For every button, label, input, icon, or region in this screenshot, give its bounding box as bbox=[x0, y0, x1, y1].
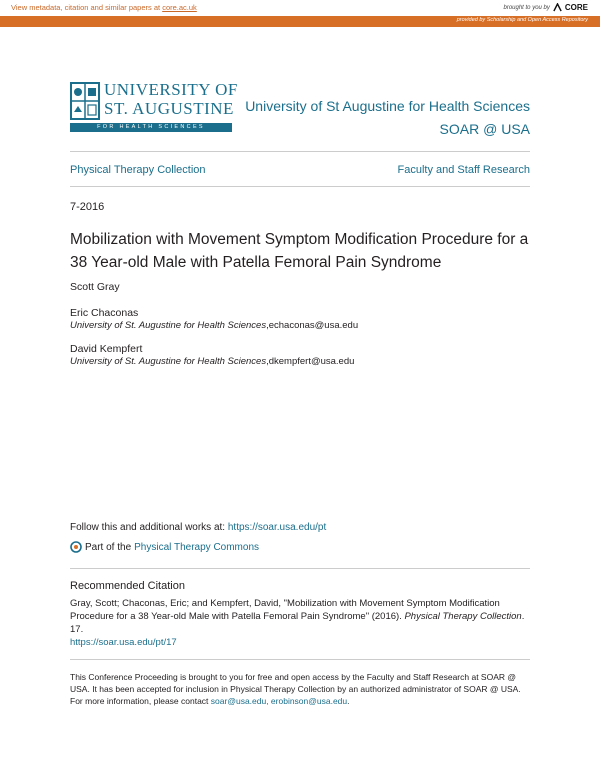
citation-heading: Recommended Citation bbox=[70, 580, 185, 592]
core-metadata-text: View metadata, citation and similar papers at bbox=[11, 3, 163, 12]
contact-email-links[interactable]: soar@usa.edu, erobinson@usa.edu bbox=[210, 696, 348, 706]
divider bbox=[70, 568, 530, 569]
provided-by-text: provided by Scholarship and Open Access Repository bbox=[456, 17, 588, 23]
core-brand: CORE bbox=[564, 3, 588, 12]
collection-link[interactable]: Physical Therapy Collection bbox=[70, 164, 206, 176]
core-metadata-line bbox=[11, 3, 197, 12]
access-notice-end: . bbox=[347, 696, 350, 706]
citation-journal: Physical Therapy Collection bbox=[404, 611, 522, 622]
provided-by-bar bbox=[0, 16, 600, 27]
logo-band: FOR HEALTH SCIENCES bbox=[70, 123, 232, 132]
author-email: ,echaconas@usa.edu bbox=[266, 320, 359, 331]
author-name: David Kempfert bbox=[70, 343, 143, 355]
commons-link[interactable]: Physical Therapy Commons bbox=[134, 541, 260, 553]
logo-line-1: UNIVERSITY OF bbox=[104, 80, 238, 99]
brought-by-text: brought to you by bbox=[503, 4, 550, 11]
faculty-research-link[interactable]: Faculty and Staff Research bbox=[397, 164, 530, 176]
follow-line bbox=[70, 522, 326, 533]
author-affiliation bbox=[70, 320, 358, 331]
citation-text: Gray, Scott; Chaconas, Eric; and Kempfert, David, "Mobilization with Movement Symptom Modification Procedure for a 38 Year-old Male with Patella Femoral Pain Syndrome" (2016). bbox=[70, 598, 500, 622]
paper-title: Mobilization with Movement Symptom Modification Procedure for a 38 Year-old Male with Patella Femoral Pain Syndrome bbox=[70, 231, 529, 271]
author-name: Eric Chaconas bbox=[70, 307, 139, 319]
repository-link[interactable]: SOAR @ USA bbox=[439, 121, 530, 137]
citation-number: . 17. bbox=[70, 611, 525, 635]
part-of-line bbox=[70, 541, 259, 553]
divider bbox=[70, 151, 530, 152]
author-email: ,dkempfert@usa.edu bbox=[266, 356, 355, 367]
follow-url-link[interactable]: https://soar.usa.edu/pt bbox=[227, 522, 327, 533]
divider bbox=[70, 186, 530, 187]
author-affiliation bbox=[70, 356, 354, 367]
part-of-text: Part of the bbox=[85, 541, 132, 553]
institution-link[interactable]: University of St Augustine for Health Sciences bbox=[245, 98, 530, 114]
citation-url-link[interactable]: https://soar.usa.edu/pt/17 bbox=[70, 637, 177, 648]
citation-body bbox=[70, 597, 530, 649]
crest-icon bbox=[70, 82, 100, 120]
access-notice bbox=[70, 671, 532, 707]
core-link[interactable]: core.ac.uk bbox=[162, 3, 197, 12]
divider bbox=[70, 659, 530, 660]
core-logo-icon bbox=[553, 3, 562, 12]
core-brought-by[interactable] bbox=[504, 3, 589, 12]
logo-line-2: ST. AUGUSTINE bbox=[104, 99, 234, 118]
core-banner bbox=[0, 0, 600, 16]
university-logo[interactable] bbox=[70, 80, 238, 134]
affiliation-text: University of St. Augustine for Health Sciences bbox=[70, 320, 267, 331]
affiliation-text: University of St. Augustine for Health Sciences bbox=[70, 356, 267, 367]
follow-text: Follow this and additional works at: bbox=[70, 522, 228, 533]
publication-date: 7-2016 bbox=[70, 201, 105, 213]
network-icon bbox=[70, 541, 82, 553]
access-notice-text: This Conference Proceeding is brought to you for free and open access by the Faculty and Staff Research at SOAR @ USA. It has been accepted for inclusion in Physical Therapy Collection by an authorized administrator of SOAR @ USA. For more information, please contact bbox=[70, 672, 521, 706]
author-name: Scott Gray bbox=[70, 281, 120, 293]
